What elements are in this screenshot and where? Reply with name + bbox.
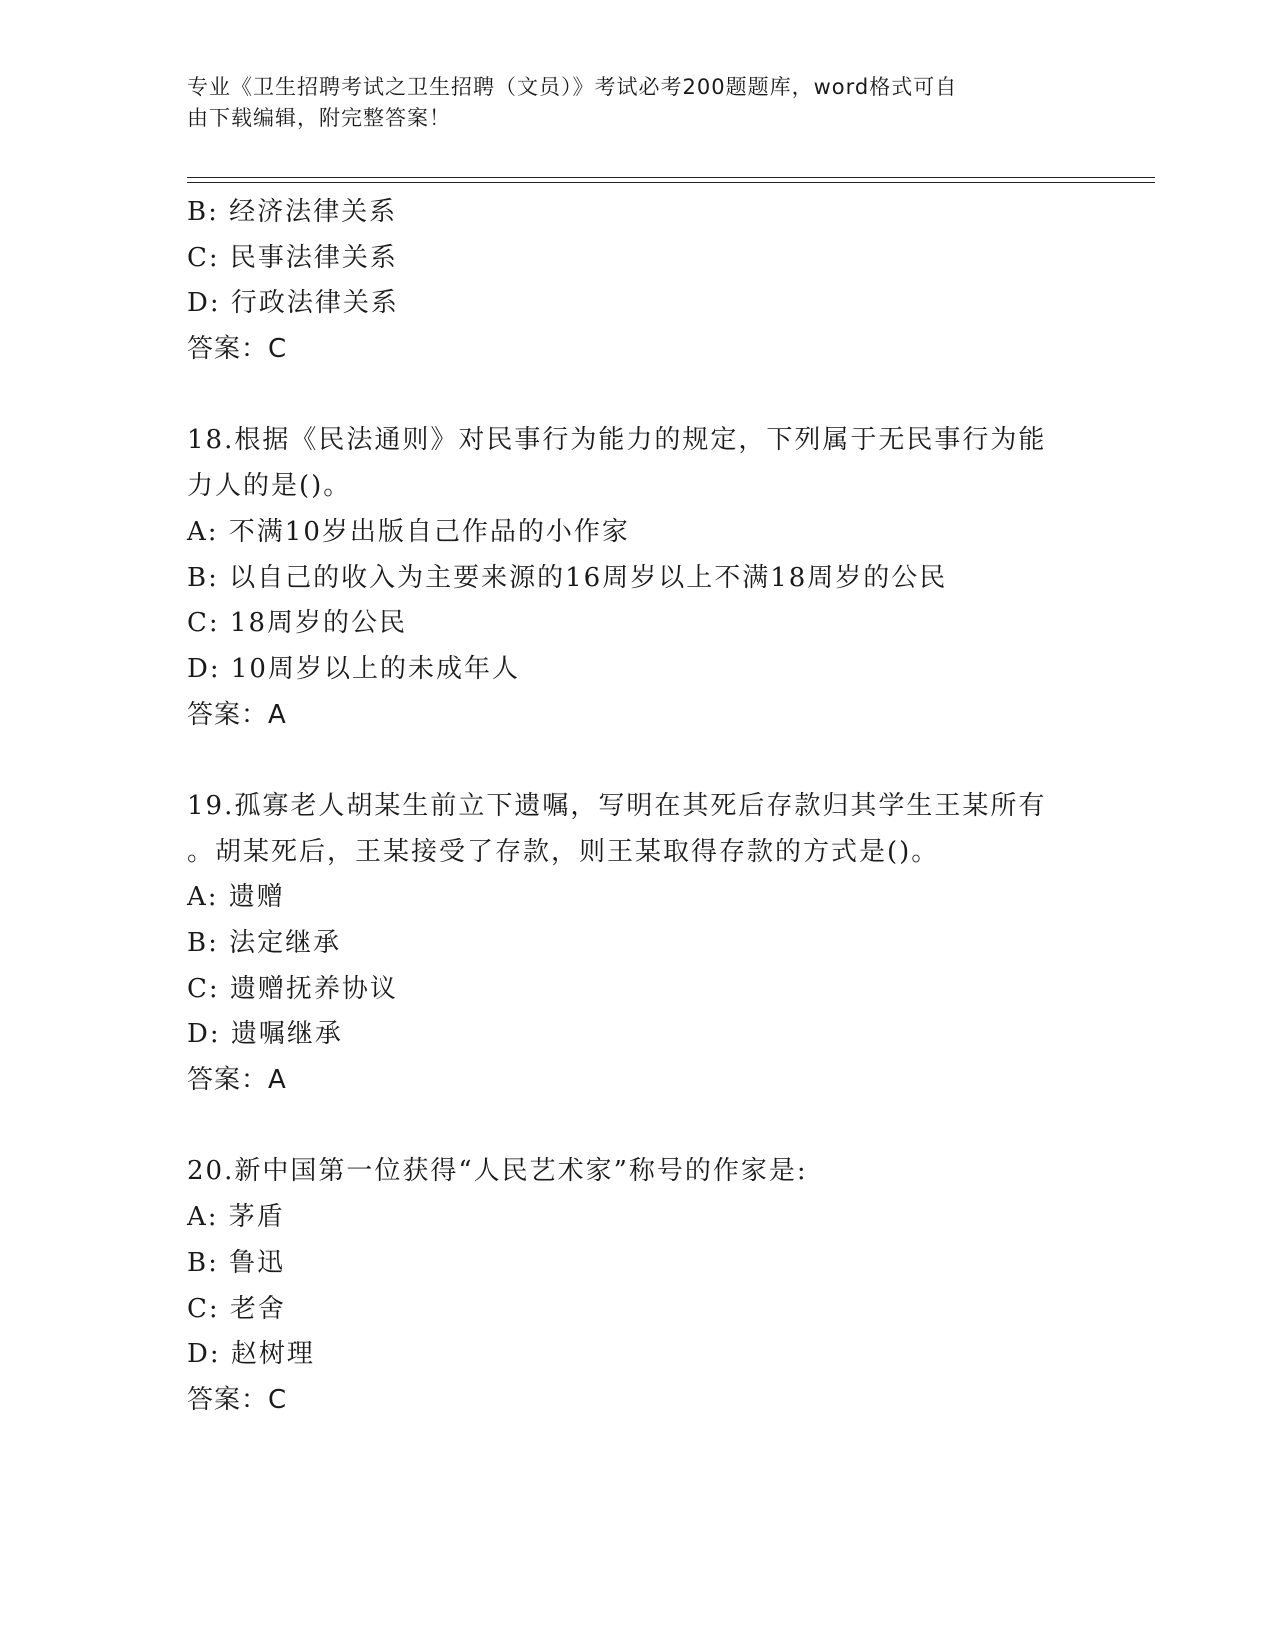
answer-line: 答案：C bbox=[187, 1384, 288, 1415]
option-d: D: 10周岁以上的未成年人 bbox=[187, 653, 520, 684]
question-block-18 bbox=[187, 418, 1087, 738]
option-b: B: 法定继承 bbox=[187, 928, 342, 958]
question-stem: 20.新中国第一位获得“人民艺术家”称号的作家是: bbox=[187, 1156, 808, 1187]
question-stem: 18.根据《民法通则》对民事行为能力的规定，下列属于无民事行为能 bbox=[187, 425, 1047, 456]
option-d: D: 遗嘱继承 bbox=[187, 1019, 343, 1050]
question-stem: 19.孤寡老人胡某生前立下遗嘱，写明在其死后存款归其学生王某所有 bbox=[187, 790, 1047, 821]
option-c: C: 民事法律关系 bbox=[187, 242, 398, 273]
option-a: A: 茅盾 bbox=[187, 1202, 285, 1233]
spacer bbox=[187, 373, 1087, 419]
header-line-1: 专业《卫生招聘考试之卫生招聘（文员）》考试必考200题题库，word格式可自 bbox=[187, 75, 958, 99]
document-header bbox=[187, 72, 1067, 134]
option-a: A: 遗赠 bbox=[187, 882, 285, 913]
option-c: C: 遗赠抚养协议 bbox=[187, 973, 398, 1004]
option-b: B: 经济法律关系 bbox=[187, 197, 398, 227]
header-divider-top bbox=[187, 177, 1155, 178]
option-d: D: 行政法律关系 bbox=[187, 288, 399, 319]
header-divider-bottom bbox=[187, 182, 1155, 183]
option-c: C: 老舍 bbox=[187, 1293, 286, 1324]
question-block-20 bbox=[187, 1149, 1087, 1423]
answer-line: 答案：C bbox=[187, 334, 288, 365]
option-b: B: 以自己的收入为主要来源的16周岁以上不满18周岁的公民 bbox=[187, 562, 948, 593]
question-list bbox=[187, 190, 1087, 1424]
question-stem-continued: 。胡某死后，王某接受了存款，则王某取得存款的方式是()。 bbox=[187, 836, 940, 867]
answer-line: 答案：A bbox=[187, 699, 287, 730]
header-line-2: 由下载编辑，附完整答案！ bbox=[187, 106, 451, 130]
option-a: A: 不满10岁出版自己作品的小作家 bbox=[187, 516, 630, 547]
answer-line: 答案：A bbox=[187, 1065, 287, 1096]
question-block-19 bbox=[187, 784, 1087, 1104]
question-stem-continued: 力人的是()。 bbox=[187, 471, 352, 502]
option-c: C: 18周岁的公民 bbox=[187, 608, 408, 639]
option-d: D: 赵树理 bbox=[187, 1339, 315, 1370]
question-block-continued bbox=[187, 190, 1087, 373]
option-b: B: 鲁迅 bbox=[187, 1247, 286, 1278]
spacer bbox=[187, 738, 1087, 784]
spacer bbox=[187, 1104, 1087, 1150]
